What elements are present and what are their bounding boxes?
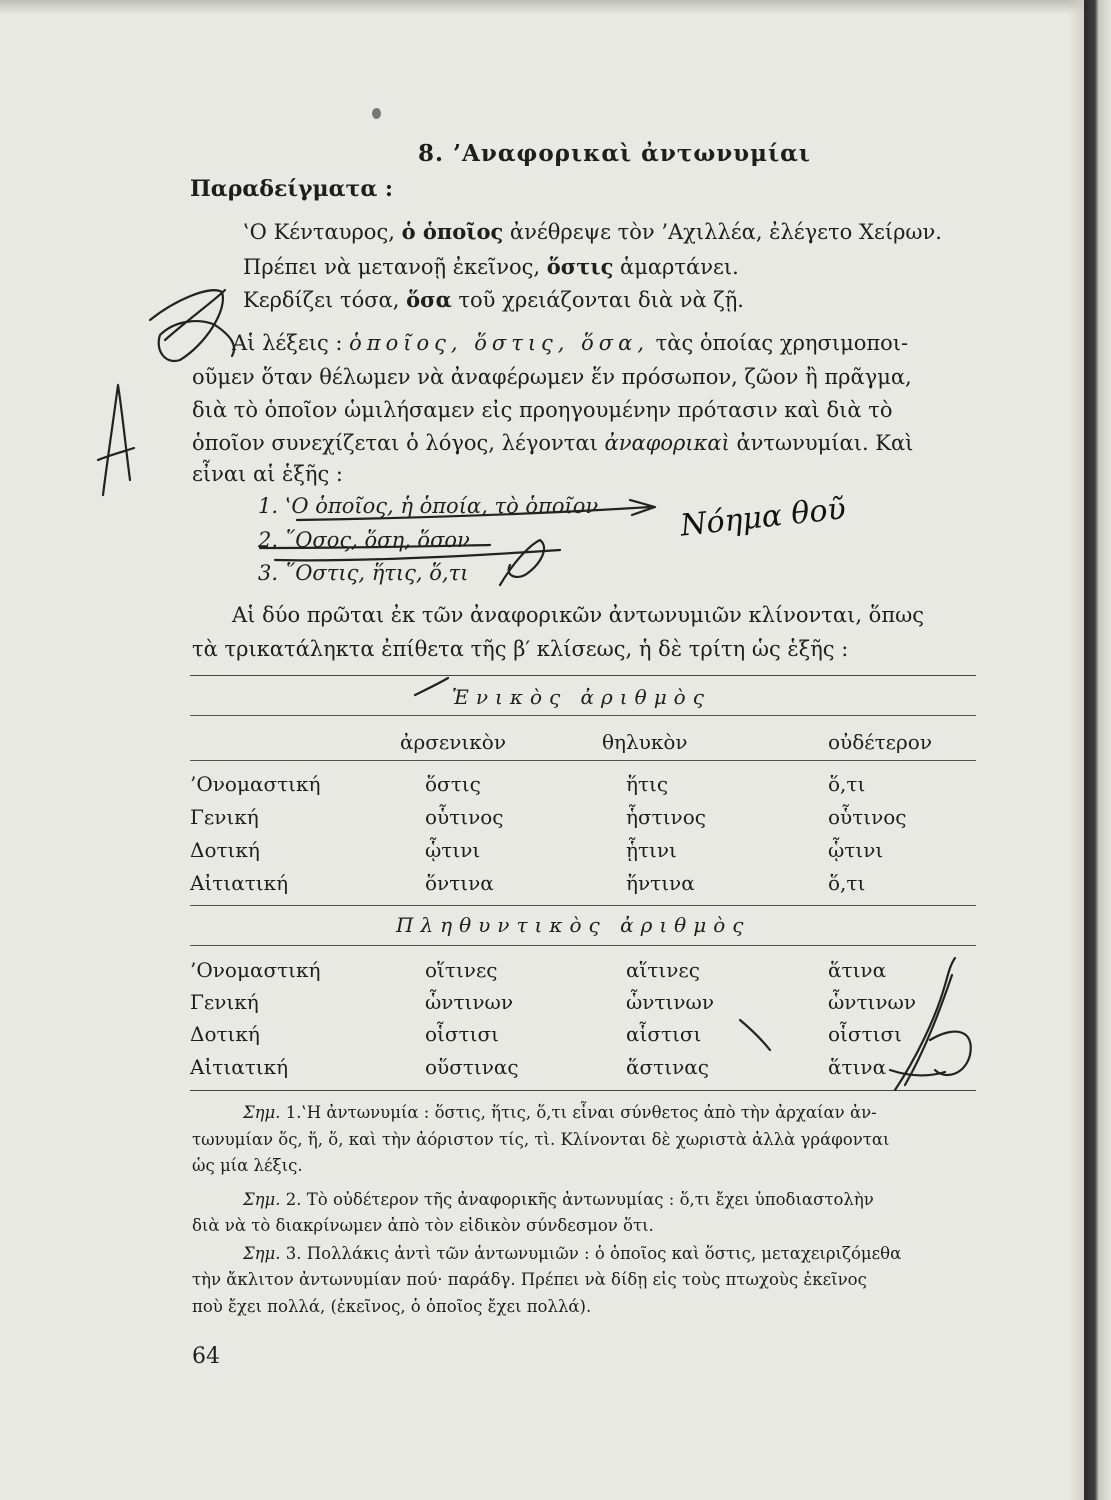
case-label: Αἰτιατική: [190, 871, 289, 895]
column-header: οὐδέτερον: [828, 730, 932, 754]
paragraph-line: διὰ τὸ ὁποῖον ὡμιλήσαμεν εἰς προηγουμένην πρότασιν καὶ διὰ τὸ: [192, 398, 893, 422]
table-cell: οἵτινες: [425, 958, 498, 982]
table-cell: ἅτινα: [828, 958, 887, 982]
case-label: ’Ονομαστική: [190, 958, 321, 982]
column-header: ἀρσενικὸν: [400, 730, 506, 754]
page-number: 64: [192, 1344, 220, 1369]
table-section-title: Ἑνικὸς ἀριθμὸς: [452, 685, 711, 709]
table-cell: ὧντινων: [626, 990, 714, 1014]
table-cell: ὅ,τι: [828, 772, 866, 796]
case-label: Δοτική: [190, 1022, 260, 1046]
section-title: 8. ’Αναφορικαὶ ἀντωνυμίαι: [418, 140, 811, 167]
note-line: Σημ. 3. Πολλάκις ἀντὶ τῶν ἀντωνυμιῶν : ὁ ὁποῖος καὶ ὅστις, μεταχειριζόμεθα: [243, 1244, 902, 1263]
paragraph-line: τὰ τρικατάληκτα ἐπίθετα τῆς β′ κλίσεως, ἡ δὲ τρίτη ὡς ἑξῆς :: [192, 637, 849, 661]
case-label: Αἰτιατική: [190, 1055, 289, 1079]
handwritten-annotation: Νόημα θοῦ: [678, 491, 848, 544]
example-line: Κερδίζει τόσα, ὅσα τοῦ χρειάζονται διὰ νὰ ζῇ.: [243, 287, 744, 312]
table-cell: ὧντινων: [828, 990, 916, 1014]
list-item: 2. ῞Οσος, ὅση, ὅσον: [258, 528, 470, 552]
table-cell: ᾧτινι: [425, 838, 481, 862]
paragraph-line: ὁποῖον συνεχίζεται ὁ λόγος, λέγονται ἀναφορικαὶ ἀντωνυμίαι. Καὶ: [192, 431, 914, 455]
paragraph-line: εἶναι αἱ ἑξῆς :: [192, 462, 343, 486]
scribble-mark: [930, 1032, 971, 1075]
table-cell: ᾧτινι: [828, 838, 884, 862]
note-line: Σημ. 2. Τὸ οὐδέτερον τῆς ἀναφορικῆς ἀντωνυμίας : ὅ,τι ἔχει ὑποδιαστολὴν: [243, 1190, 874, 1209]
book-binding: [1084, 0, 1111, 1500]
scribble-mark: [150, 290, 234, 361]
scribble-mark: [297, 507, 650, 520]
scribble-mark: [740, 1020, 770, 1050]
table-cell: ἅστινας: [626, 1055, 709, 1079]
list-item: 3. ῞Οστις, ἥτις, ὅ,τι: [258, 561, 469, 585]
table-cell: ὅστις: [425, 772, 481, 796]
note-line: τὴν ἄκλιτον ἀντωνυμίαν πού· παράδγ. Πρέπει νὰ δίδῃ εἰς τοὺς πτωχοὺς ἐκεῖνος: [192, 1270, 867, 1289]
scribble-mark: [98, 448, 134, 460]
paragraph-line: Αἱ λέξεις : ὁποῖος, ὅστις, ὅσα, τὰς ὁποίας χρησιμοποι-: [232, 331, 909, 355]
table-cell: ᾗτινι: [626, 838, 677, 862]
case-label: Γενική: [190, 805, 259, 829]
scribble-mark: [895, 958, 955, 1090]
examples-heading: Παραδείγματα :: [190, 176, 394, 202]
scribble-mark: [415, 678, 448, 695]
table-cell: οἷστισι: [425, 1022, 499, 1046]
case-label: Δοτική: [190, 838, 260, 862]
note-line: ὡς μία λέξις.: [192, 1156, 303, 1175]
scribble-mark: [103, 385, 130, 495]
table-cell: ἥτις: [626, 772, 669, 796]
table-cell: ὅ,τι: [828, 871, 866, 895]
scribble-mark: [260, 545, 490, 548]
paragraph-line: οῦμεν ὅταν θέλωμεν νὰ ἀναφέρωμεν ἕν πρόσωπον, ζῶον ἢ πρᾶγμα,: [192, 365, 912, 389]
column-header: θηλυκὸν: [602, 730, 688, 754]
table-cell: οὗτινος: [425, 805, 504, 829]
table-cell: ἧστινος: [626, 805, 706, 829]
table-cell: οὕστινας: [425, 1055, 519, 1079]
example-line: ‛Ο Κένταυρος, ὁ ὁποῖος ἀνέθρεψε τὸν ’Αχιλλέα, ἐλέγετο Χείρων.: [243, 219, 942, 244]
note-line: διὰ νὰ τὸ διακρίνωμεν ἀπὸ τὸν εἰδικὸν σύνδεσμον ὅτι.: [192, 1216, 654, 1235]
case-label: Γενική: [190, 990, 259, 1014]
note-line: τωνυμίαν ὅς, ἥ, ὅ, καὶ τὴν ἀόριστον τίς, τὶ. Κλίνονται δὲ χωριστὰ ἀλλὰ γράφονται: [192, 1130, 890, 1149]
note-line: ποὺ ἔχει πολλά, (ἐκεῖνος, ὁ ὁποῖος ἔχει πολλά).: [192, 1297, 592, 1316]
table-cell: ἥντινα: [626, 871, 695, 895]
scribble-mark: [165, 290, 225, 340]
table-section-title: Πληθυντικὸς ἀριθμὸς: [396, 913, 751, 937]
table-cell: αἵτινες: [626, 958, 700, 982]
case-label: ’Ονομαστική: [190, 772, 321, 796]
table-cell: οὗτινος: [828, 805, 907, 829]
table-cell: ὅντινα: [425, 871, 494, 895]
table-cell: οἷστισι: [828, 1022, 902, 1046]
table-cell: ὧντινων: [425, 990, 513, 1014]
table-cell: αἷστισι: [626, 1022, 702, 1046]
example-line: Πρέπει νὰ μετανοῇ ἐκεῖνος, ὅστις ἁμαρτάνει.: [243, 254, 739, 279]
note-line: Σημ. 1.‛Η ἀντωνυμία : ὅστις, ἥτις, ὅ,τι εἶναι σύνθετος ἀπὸ τὴν ἀρχαίαν ἀν-: [243, 1103, 877, 1122]
scribble-mark: [500, 540, 544, 585]
list-item: 1. ‛Ο ὁποῖος, ἡ ὁποία, τὸ ὁποῖον: [258, 494, 599, 518]
table-cell: ἅτινα: [828, 1055, 887, 1079]
paragraph-line: Αἱ δύο πρῶται ἐκ τῶν ἀναφορικῶν ἀντωνυμιῶν κλίνονται, ὅπως: [232, 603, 925, 627]
